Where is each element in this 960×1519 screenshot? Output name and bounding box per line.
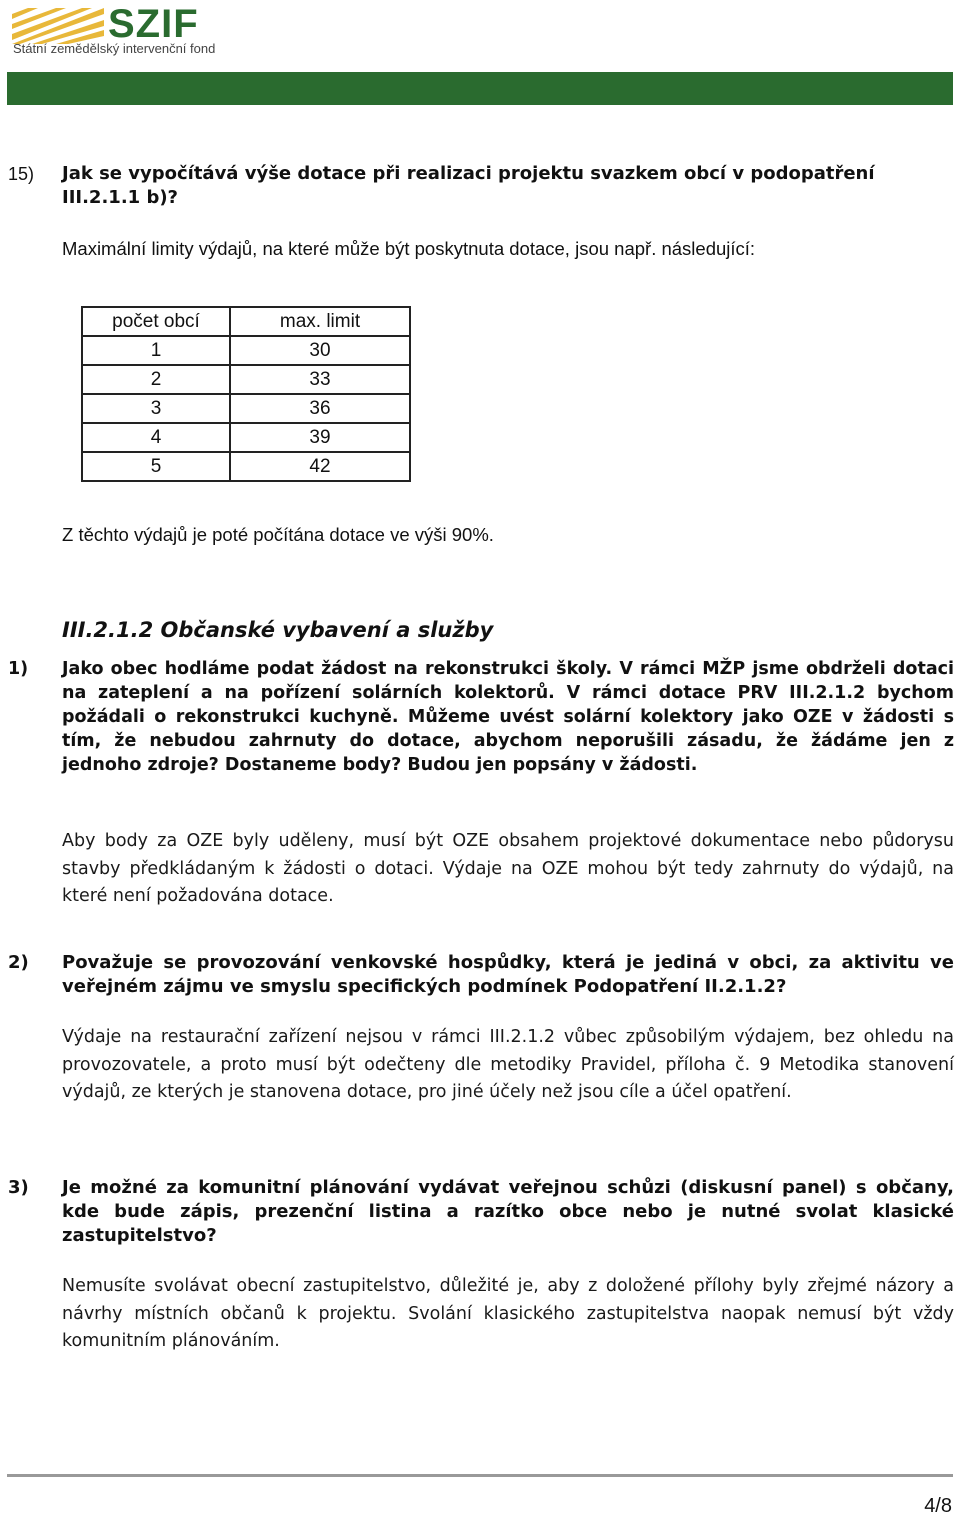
table-cell: 1 [82, 336, 230, 365]
paragraph-intro: Maximální limity výdajů, na které může být poskytnuta dotace, jsou např. následující: [62, 238, 756, 259]
logo-name: SZIF [108, 2, 199, 46]
table-cell: 4 [82, 423, 230, 452]
answer-paragraph: Výdaje na restaurační zařízení nejsou v rámci III.2.1.2 vůbec způsobilým výdajem, bez ohledu na provozovatele, a proto musí být odečteny dle metodiky Pravidel, příloha č. 9 Metodika stanovení výdajů, ze kterých je stanovena dotace, pro jiné účely než jsou cíle a účel opatření. [62, 1027, 954, 1102]
question-text: Je možné za komunitní plánování vydávat veřejnou schůzi (diskusní panel) s občany, kde bude zápis, prezenční listina a razítko obce nebo je nutné svolat klasické zastupitelstvo? [62, 1177, 954, 1246]
table-cell: 42 [230, 452, 410, 481]
footer-divider [7, 1474, 953, 1477]
table-cell: 30 [230, 336, 410, 365]
question-text: Jak se vypočítává výše dotace při realizaci projektu svazkem obcí v podopatření III.2.1.1 b)? [62, 163, 875, 208]
table-row [82, 423, 410, 452]
header-bar [7, 72, 953, 105]
answer-paragraph: Aby body za OZE byly uděleny, musí být OZE obsahem projektové dokumentace nebo půdorysu stavby předkládaným k žádosti o dotaci. Výdaje na OZE mohou být tedy zahrnuty do výdajů, na které není požadována dotace. [62, 831, 954, 906]
table-header: počet obcí [82, 307, 230, 336]
question-number: 2) [8, 952, 29, 973]
page-number: 4/8 [924, 1495, 952, 1517]
table-cell: 3 [82, 394, 230, 423]
paragraph-outro: Z těchto výdajů je poté počítána dotace ve výši 90%. [62, 524, 494, 545]
question-number: 1) [8, 659, 29, 679]
table-header-row [82, 307, 410, 336]
question-text: Jako obec hodláme podat žádost na rekonstrukci školy. V rámci MŽP jsme obdrželi dotaci na zateplení a na pořízení solárních kolektorů. V rámci dotace PRV III.2.1.2 bychom požádali o rekonstrukci kuchyně. Můžeme uvést solární kolektory jako OZE v žádosti s tím, že nebudou zahrnuty do dotace, abychom neporušili zásadu, že žádáme jen z jednoho zdroje? Dostaneme body? Budou jen popsány v žádosti. [62, 659, 954, 775]
question-number: 15) [8, 164, 35, 184]
table-header: max. limit [230, 307, 410, 336]
table-row [82, 365, 410, 394]
answer-paragraph: Nemusíte svolávat obecní zastupitelstvo, důležité je, aby z doložené přílohy byly zřejmé názory a návrhy místních občanů k projektu. Svolání klasického zastupitelstva naopak nemusí být vždy komunitním plánováním. [62, 1276, 954, 1351]
section-title: III.2.1.2 Občanské vybavení a služby [62, 618, 494, 642]
question-number: 3) [8, 1177, 29, 1198]
table-cell: 5 [82, 452, 230, 481]
table-row [82, 394, 410, 423]
table-row [82, 336, 410, 365]
sun-rays-icon [12, 8, 104, 44]
logo-subtitle: Státní zemědělský intervenční fond [13, 41, 216, 56]
table-row [82, 452, 410, 481]
page-header [0, 0, 960, 110]
table-cell: 33 [230, 365, 410, 394]
table-cell: 39 [230, 423, 410, 452]
table-cell: 36 [230, 394, 410, 423]
question-text: Považuje se provozování venkovské hospůdky, která je jediná v obci, za aktivitu ve veřejném zájmu ve smyslu specifických podmínek Podopatření II.2.1.2? [62, 952, 954, 997]
limits-table [81, 306, 411, 482]
table-cell: 2 [82, 365, 230, 394]
